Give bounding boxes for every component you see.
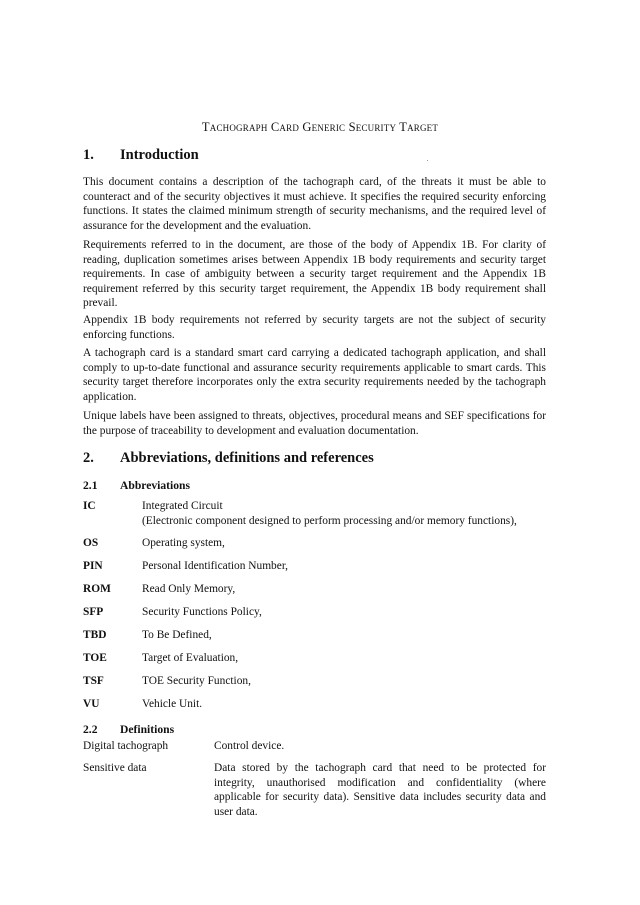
- abbreviation-term: PIN: [83, 560, 103, 572]
- section-number: 2.: [83, 450, 94, 466]
- definition-description: Control device.: [214, 740, 285, 752]
- section-title: Abbreviations, definitions and references: [120, 450, 374, 466]
- abbreviation-description: Target of Evaluation,: [142, 652, 239, 664]
- section-2-heading: [83, 451, 374, 466]
- subsection-definitions-heading: [83, 723, 174, 738]
- abbreviation-term: TOE: [83, 652, 107, 664]
- intro-paragraph: This document contains a description of the tachograph card, of the threats it must be able to counteract and of the security objectives it must achieve. It specifies the required security enforcing functions. It states the claimed minimum strength of security mechanisms, and the required level of assurance for the development and the evaluation.: [83, 176, 546, 232]
- abbreviation-term: SFP: [83, 606, 104, 618]
- subsection-title: Definitions: [120, 723, 175, 736]
- abbreviation-description: Operating system,: [142, 537, 225, 549]
- abbreviation-description-line: (Electronic component designed to perform processing and/or memory functions),: [142, 514, 517, 527]
- intro-paragraph: Appendix 1B body requirements not referred by security targets are not the subject of security enforcing functions.: [83, 314, 546, 341]
- section-title: Introduction: [120, 147, 199, 163]
- abbreviation-term: VU: [83, 698, 100, 710]
- definition-term: Sensitive data: [83, 762, 147, 774]
- abbreviation-description-line: Integrated Circuit: [142, 500, 223, 512]
- abbreviation-description: TOE Security Function,: [142, 675, 251, 687]
- definition-description: Data stored by the tachograph card that need to be protected for integrity, unauthorised modification and confidentiality (where applicable for security data). Sensitive data includes security data and user data.: [214, 762, 546, 818]
- section-1-heading: [83, 148, 199, 163]
- abbreviation-term: OS: [83, 537, 99, 549]
- intro-paragraph: Requirements referred to in the document, are those of the body of Appendix 1B. For clarity of reading, duplication sometimes arises between Appendix 1B body requirements and security target requirements. In case of ambiguity between a security target requirement and the Appendix 1B requirement referred by this security target requirement, the Appendix 1B body requirement shall prevail.: [83, 239, 546, 310]
- abbreviation-description: To Be Defined,: [142, 629, 212, 641]
- abbreviation-term: TBD: [83, 629, 107, 641]
- section-number: 1.: [83, 147, 94, 163]
- document-title: Tachograph Card Generic Security Target: [201, 120, 439, 134]
- intro-paragraph: A tachograph card is a standard smart card carrying a dedicated tachograph application, and shall comply to up-to-date functional and assurance security requirements applicable to smart cards. This security target therefore incorporates only the extra security requirements needed by the tachograph application.: [83, 347, 546, 403]
- definition-term: Digital tachograph: [83, 740, 169, 752]
- subsection-title: Abbreviations: [120, 479, 191, 492]
- abbreviation-description: Vehicle Unit.: [142, 698, 203, 710]
- abbreviation-term: TSF: [83, 675, 104, 687]
- abbreviation-description: Security Functions Policy,: [142, 606, 262, 618]
- abbreviation-term: ROM: [83, 583, 111, 595]
- subsection-abbreviations-heading: [83, 479, 190, 494]
- subsection-number: 2.1: [83, 479, 98, 492]
- abbreviation-description: Read Only Memory,: [142, 583, 236, 595]
- abbreviation-description: [142, 499, 553, 528]
- subsection-number: 2.2: [83, 723, 98, 736]
- abbreviation-term: IC: [83, 500, 96, 512]
- abbreviation-description: Personal Identification Number,: [142, 560, 288, 572]
- scan-speck: [427, 160, 428, 161]
- intro-paragraph: Unique labels have been assigned to threats, objectives, procedural means and SEF specifications for the purpose of traceability to development and evaluation documentation.: [83, 410, 546, 437]
